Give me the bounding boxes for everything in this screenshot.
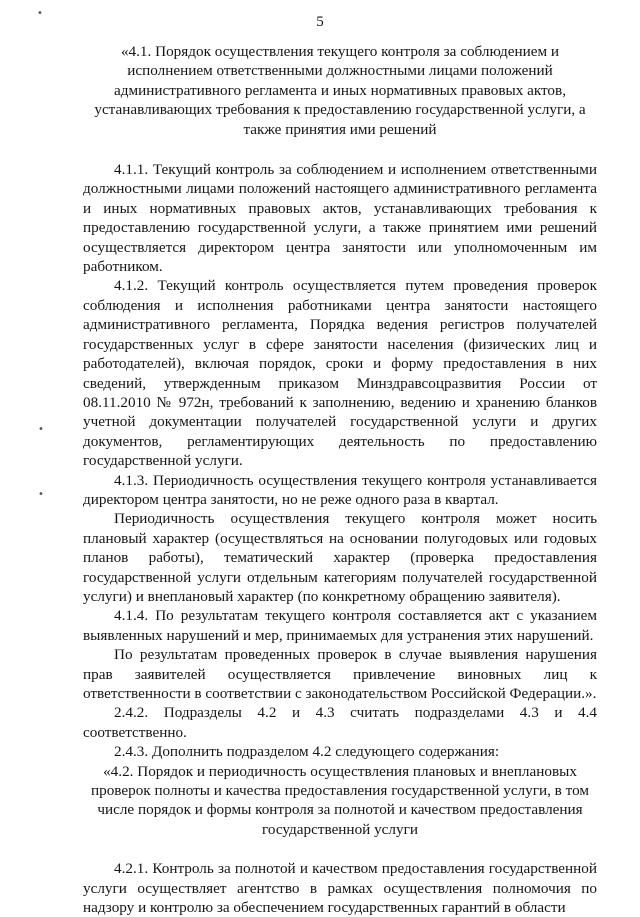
paragraph: По результатам проведенных проверок в случае выявления нарушения прав заявителей осуществляется привлечение виновных лиц к ответственности в соответствии с законодательством Российской Федерации.». — [83, 646, 597, 702]
paragraph: 2.4.2. Подразделы 4.2 и 4.3 считать подразделами 4.3 и 4.4 соответственно. — [83, 704, 597, 741]
document-body — [83, 42, 597, 917]
section-heading-4-2: «4.2. Порядок и периодичность осуществления плановых и внеплановых проверок полноты и качества предоставления государственной услуги, в том числе порядок и формы контроля за полнотой и качеством предоставления государственной услуги — [90, 762, 590, 838]
paragraph: Периодичность осуществления текущего контроля может носить плановый характер (осуществляться на основании полугодовых или годовых планов работы), тематический характер (проверка предоставления государственной услуги отдельным категориям получателей государственной услуги) и внеплановый характер (по конкретному обращению заявителя). — [83, 510, 597, 605]
paragraph: 2.4.3. Дополнить подразделом 4.2 следующего содержания: — [114, 743, 500, 761]
paragraph: 4.1.4. По результатам текущего контроля составляется акт с указанием выявленных нарушений и мер, принимаемых для устранения этих нарушений. — [83, 607, 597, 644]
paragraph: 4.1.2. Текущий контроль осуществляется путем проведения проверок соблюдения и исполнения работниками центра занятости настоящего административного регламента, Порядка ведения регистров получателей государственных услуг в сфере занятости населения (физических лиц и работодателей), включая порядок, сроки и форму предоставления в них сведений, утвержденным приказом Минздравсоцразвития России от 08.11.2010 № 972н, требований к заполнению, ведению и хранению бланков учетной документации получателей государственной услуги и других документов, регламентирующих деятельность по предоставлению государственной услуги. — [83, 277, 597, 470]
paragraph: 4.1.1. Текущий контроль за соблюдением и исполнением ответственными должностными лицами положений настоящего административного регламента и иных нормативных правовых актов, устанавливающих требования к предоставлению государственной услуги, а также принятием ими решений осуществляется директором центра занятости или уполномоченным им работником. — [83, 161, 597, 276]
page-number: 5 — [316, 14, 324, 30]
scan-mark: • — [38, 489, 44, 500]
scan-mark: • — [37, 8, 43, 19]
scan-mark: • — [38, 424, 44, 435]
section-heading-4-1: «4.1. Порядок осуществления текущего контроля за соблюдением и исполнением ответственными должностными лицами положений административного регламента и иных нормативных правовых актов, устанавливающих требования к предоставлению государственной услуги, а также принятия ими решений — [94, 43, 586, 138]
paragraph: 4.2.1. Контроль за полнотой и качеством предоставления государственной услуги осуществляет агентство в рамках осуществления полномочия по надзору и контролю за обеспечением государственных гарантий в области — [83, 860, 597, 917]
paragraph: 4.1.3. Периодичность осуществления текущего контроля устанавливается директором центра занятости, но не реже одного раза в квартал. — [83, 471, 597, 508]
